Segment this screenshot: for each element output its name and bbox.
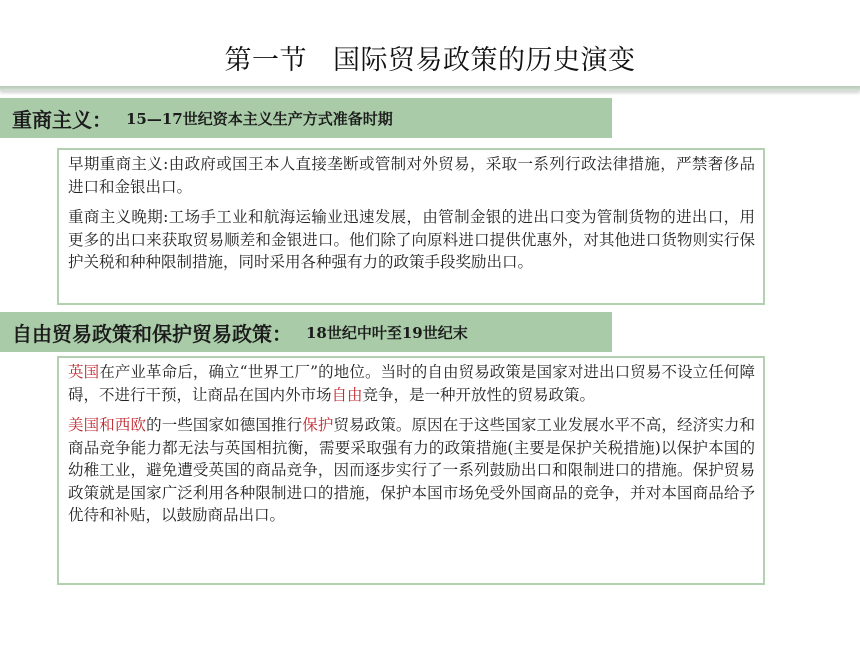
- section2-period: 18世纪中叶至19世纪末: [306, 323, 468, 342]
- section1-header-band: [0, 98, 612, 138]
- highlight-us-europe: 美国和西欧: [68, 416, 147, 434]
- section2-heading: 自由贸易政策和保护贸易政策：: [12, 321, 292, 346]
- section2-paragraph-protection: [68, 414, 755, 527]
- section1-content-box: [57, 148, 765, 305]
- text-britain-a: 在产业革命后，确立“世界工厂”的地位。当时的自由贸易政策是国家对进出口贸易不设立任何障碍，不进行干预，让商品在国内外市场: [68, 363, 755, 404]
- section1-paragraph-late: 重商主义晚期:工场手工业和航海运输业迅速发展，由管制金银的进出口变为管制货物的进出口，用更多的出口来获取贸易顺差和金银进口。他们除了向原料进口提供优惠外，对其他进口货物则实行保护关税和种种限制措施，同时采用各种强有力的政策手段奖励出口。: [68, 208, 755, 271]
- section2-content-box: [57, 356, 765, 585]
- page-title: [0, 38, 860, 77]
- highlight-britain: 英国: [68, 363, 100, 381]
- text-protection-b: 贸易政策。原因在于这些国家工业发展水平不高，经济实力和商品竞争能力都无法与英国相抗衡，需要采取强有力的政策措施(主要是保护关税措施)以保护本国的幼稚工业，避免遭受英国的商品竞争，因而逐步实行了一系列鼓励出口和限制进口的措施。保护贸易政策就是国家广泛利用各种限制进口的措施，保护本国市场免受外国商品的竞争，并对本国商品给予优待和补贴，以鼓励商品出口。: [68, 416, 755, 524]
- section1-period: 15—17世纪资本主义生产方式准备时期: [126, 109, 393, 128]
- section1-paragraph-early: 早期重商主义:由政府或国王本人直接垄断或管制对外贸易，采取一系列行政法律措施，严禁奢侈品进口和金银出口。: [68, 155, 755, 196]
- title-text: 国际贸易政策的历史演变: [333, 45, 636, 76]
- section2-header-band: [0, 312, 612, 352]
- text-britain-b: 竞争，是一种开放性的贸易政策。: [362, 385, 596, 404]
- section2-paragraph-britain: [68, 361, 755, 406]
- section1-heading: 重商主义：: [12, 107, 112, 132]
- text-protection-a: 的一些国家如德国推行: [146, 416, 303, 434]
- title-section-number: 第一节: [224, 45, 307, 76]
- highlight-protect: 保护: [302, 416, 334, 434]
- highlight-free: 自由: [331, 385, 363, 404]
- title-divider: [0, 86, 860, 91]
